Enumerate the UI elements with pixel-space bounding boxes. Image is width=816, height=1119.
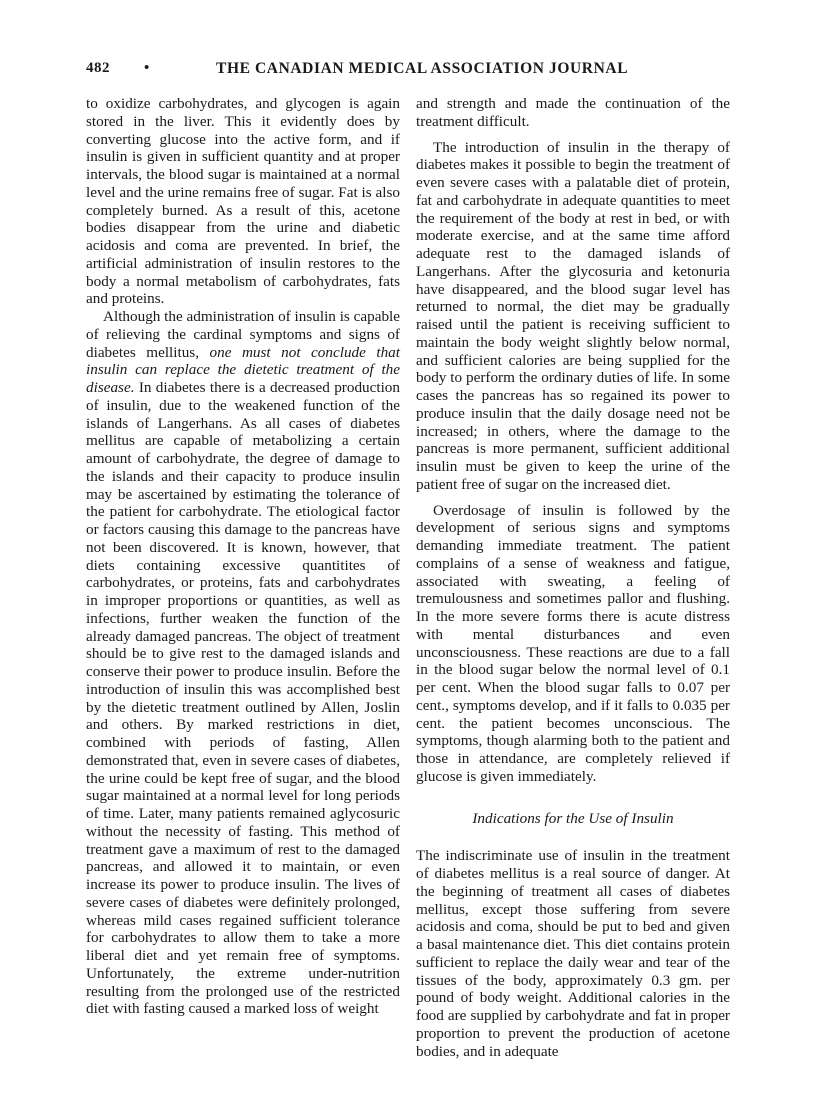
right-paragraph-1: and strength and made the continuation of the treatment difficult. xyxy=(416,95,730,130)
right-paragraph-4: The indiscriminate use of insulin in the treatment of diabetes mellitus is a real source of danger. At the beginning of treatment all cases of diabetes mellitus, except those suffering from severe acidosis and coma, should be put to bed and given a basal maintenance diet. This diet contains protein sufficient to replace the daily wear and tear of the tissues of the body, approximately 0.3 gm. per pound of body weight. Additional calories in the food are supplied by carbohydrate and fat in proper proportion to prevent the production of acetone bodies, and in adequate xyxy=(416,847,730,1060)
page-header xyxy=(86,60,736,84)
header-bullet: • xyxy=(144,60,150,76)
section-heading: Indications for the Use of Insulin xyxy=(472,809,674,827)
left-paragraph-2 xyxy=(86,308,400,1018)
left-paragraph-2-part-b: In diabetes there is a decreased production of insulin, due to the weakened function of the islands of Langerhans. As all cases of diabetes mellitus are capable of metabolizing a certain amount of carbohydrate, the degree of damage to the islands and their capacity to produce insulin may be ascertained by estimating the tolerance of the patient for carbohydrate. The etiological factor or factors causing this damage to the pancreas have not been discovered. It is known, however, that diets containing excessive quantitites of carbohydrates, or proteins, fats and carbohydrates in improper proportions or quantities, as well as infections, further weaken the function of the already damaged pancreas. The object of treatment should be to give rest to the damaged islands and conserve their power to produce insulin. Before the introduction of insulin this was accomplished best by the dietetic treatment outlined by Allen, Joslin and others. By marked restrictions in diet, combined with periods of fasting, Allen demonstrated that, even in severe cases of diabetes, the urine could be kept free of sugar, and the blood sugar maintained at a normal level for long periods of time. Later, many patients remained aglycosuric without the necessity of fasting. This method of treatment gave a maximum of rest to the damaged pancreas, and allowed it to maintain, or even increase its power to produce insulin. The lives of severe cases of diabetes were definitely prolonged, whereas mild cases regained sufficient tolerance for carbohydrates to allow them to take a more liberal diet and yet remain free of symptoms. Unfortunately, the extreme under-nutrition resulting from the prolonged use of the restricted diet with fasting caused a marked loss of weight xyxy=(86,379,400,1018)
page-number: 482 xyxy=(86,60,110,76)
left-column xyxy=(86,95,400,1018)
right-column xyxy=(416,95,730,1060)
left-paragraph-1: to oxidize carbohydrates, and glycogen is again stored in the liver. This it evidently does by converting glucose into the active form, and if insulin is given in sufficient quantity and at proper intervals, the blood sugar is maintained at a normal level and the urine remains free of sugar. Fat is also completely burned. As a result of this, acetone bodies disappear from the urine and diabetic acidosis and coma are prevented. In brief, the artificial administration of insulin restores to the body a normal metabolism of carbohydrates, fats and proteins. xyxy=(86,95,400,308)
left-paragraph-2-italic: one must not conclude that insulin can replace the dietetic treatment of the disease. xyxy=(86,343,400,396)
left-paragraph-2-part-a: Although the administration of insulin is capable of relieving the cardinal symptoms and signs of diabetes mellitus, xyxy=(86,308,400,361)
right-paragraph-3: Overdosage of insulin is followed by the development of serious signs and symptoms demanding immediate treatment. The patient complains of a sense of weakness and fatigue, associated with sweating, a feeling of tremulousness and sometimes pallor and flushing. In the more severe forms there is acute distress with mental disturbances and even unconsciousness. These reactions are due to a fall in the blood sugar below the normal level of 0.1 per cent. When the blood sugar falls to 0.07 per cent., symptoms develop, and if it falls to 0.035 per cent. the patient becomes unconscious. The symptoms, though alarming both to the patient and those in attendance, are completely relieved if glucose is given immediately. xyxy=(416,501,730,785)
journal-title: THE CANADIAN MEDICAL ASSOCIATION JOURNAL xyxy=(216,60,629,77)
right-paragraph-2: The introduction of insulin in the therapy of diabetes makes it possible to begin the treatment of even severe cases with a palatable diet of protein, fat and carbohydrate in adequate quantities to meet the requirement of the body at rest in bed, or with moderate exercise, and at the same time afford adequate rest to the damaged islands of Langerhans. After the glycosuria and ketonuria have disappeared, and the blood sugar level has returned to normal, the diet may be gradually raised until the patient is receiving sufficient to maintain the body weight slightly below normal, and sufficient calories are being supplied for the body to perform the ordinary duties of life. In some cases the pancreas has so regained its power to produce insulin that the daily dosage need not be increased; in others, where the damage to the pancreas is more permanent, sufficient additional insulin must be given to keep the urine of the patient free of sugar on the increased diet. xyxy=(416,138,730,493)
